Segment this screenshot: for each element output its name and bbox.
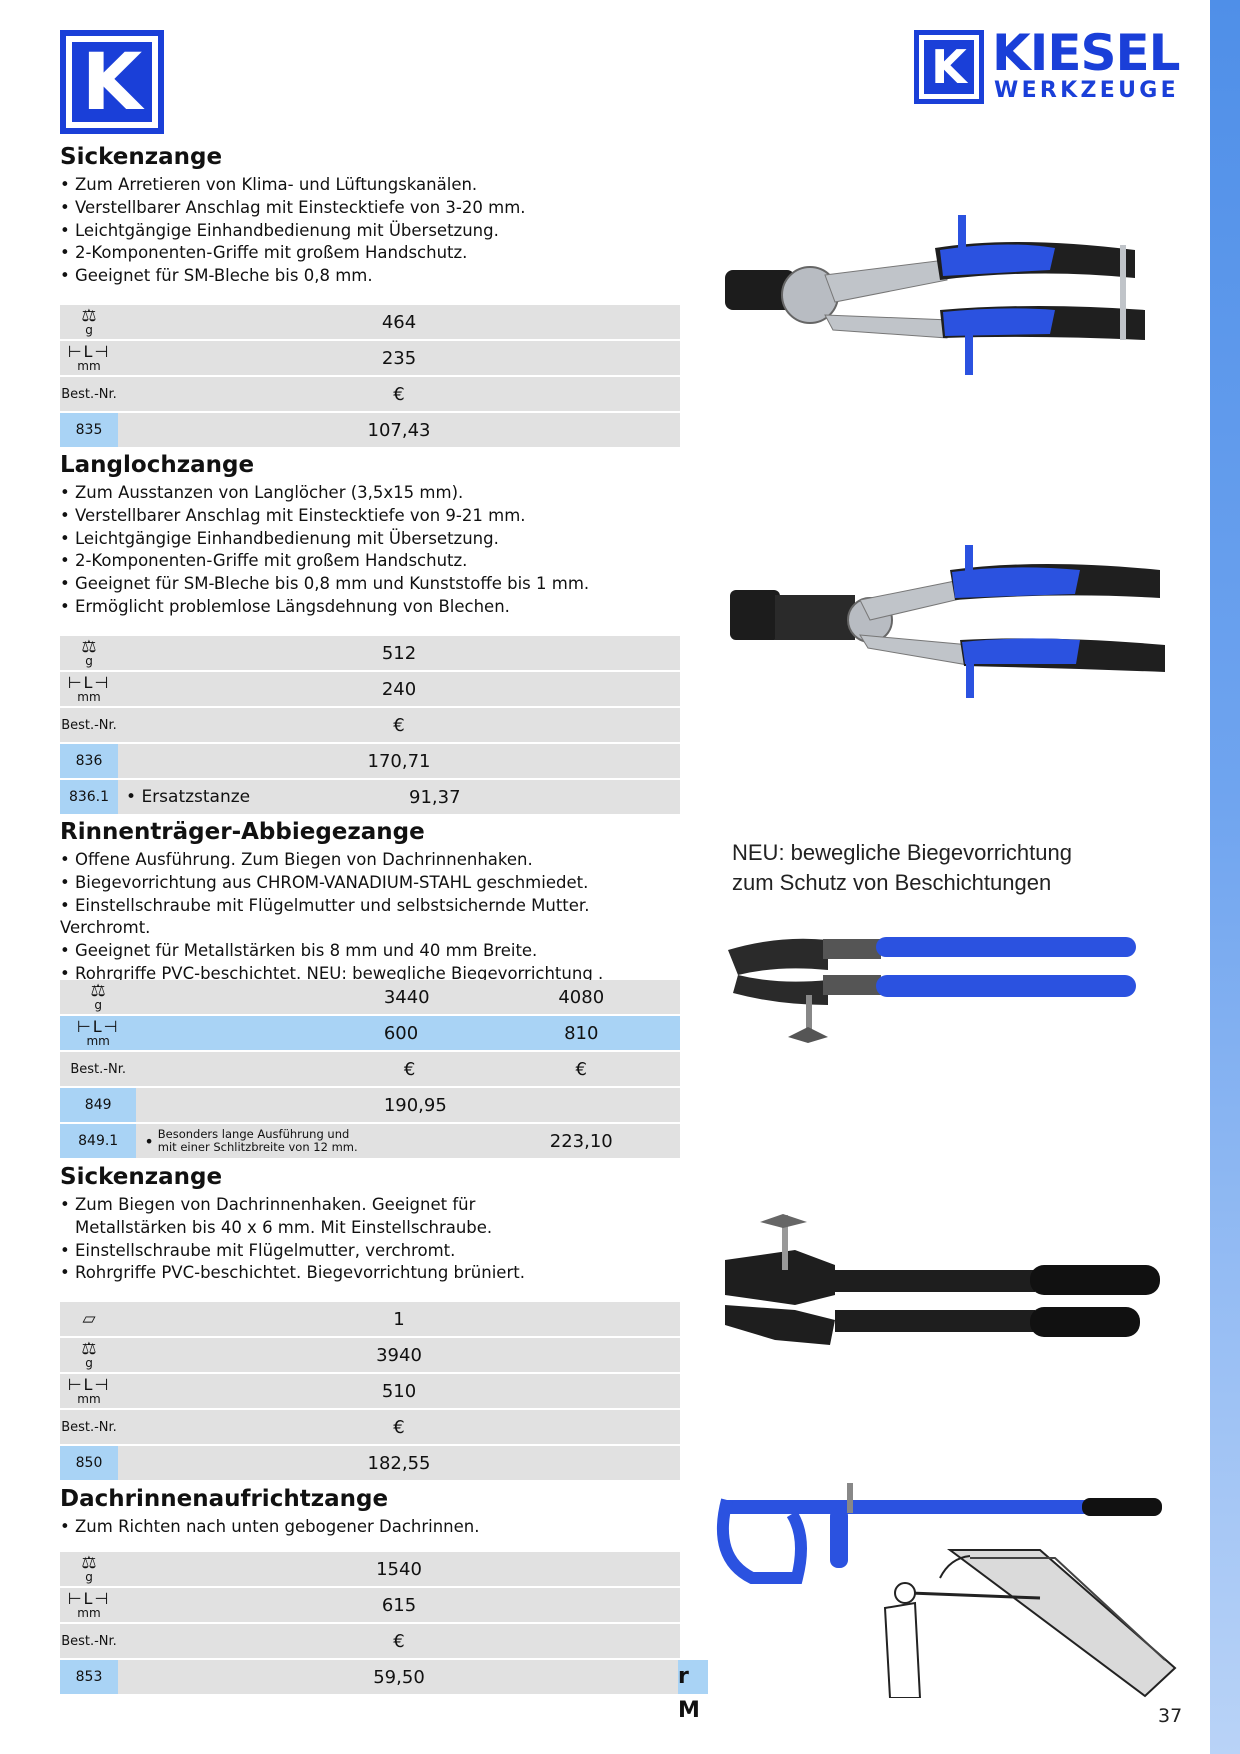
euro-label: € [384, 1051, 483, 1087]
price: 59,50 [118, 1659, 680, 1695]
length-row: ⊢L⊣ mm 600 810 [60, 1015, 680, 1051]
kiesel-brand-logo [914, 24, 1184, 104]
header-row [60, 1409, 680, 1445]
item-description: mit einer Schlitzbreite von 12 mm. [157, 1140, 358, 1154]
pack-value: 1 [118, 1302, 680, 1337]
weight-row: ⚖ g 1540 [60, 1552, 680, 1587]
header-row [60, 1051, 680, 1087]
order-no-label: Best.-Nr. [60, 376, 118, 412]
scale-icon: ⚖ [90, 981, 106, 1001]
page-edge-bar [1210, 0, 1240, 1754]
spec-table [60, 1552, 680, 1696]
weight-value-long: 4080 [483, 980, 680, 1015]
weight-row: ⚖ g 3940 [60, 1337, 680, 1373]
feature-item: • Verstellbarer Anschlag mit Einstecktiefe von 3-20 mm. [60, 197, 680, 220]
price: 190,95 [384, 1087, 483, 1123]
length-icon: ⊢L⊣ [67, 1589, 111, 1608]
feature-item: • Offene Ausführung. Zum Biegen von Dachrinnenhaken. [60, 849, 680, 872]
weight-value: 3940 [118, 1337, 680, 1373]
length-value-long: 810 [483, 1015, 680, 1051]
feature-item: • Leichtgängige Einhandbedienung mit Übersetzung. [60, 220, 680, 243]
feature-item: • Geeignet für SM-Bleche bis 0,8 mm. [60, 265, 680, 288]
feature-item: Metallstärken bis 40 x 6 mm. Mit Einstellschraube. [75, 1217, 493, 1237]
product-title: Sickenzange [60, 144, 223, 170]
scale-icon: ⚖ [81, 1339, 97, 1359]
feature-item: • Geeignet für SM-Bleche bis 0,8 mm und Kunststoffe bis 1 mm. [60, 573, 680, 596]
cropped-text-fragment: r M [678, 1660, 708, 1694]
page-number: 37 [1158, 1705, 1183, 1727]
price: 91,37 [306, 779, 680, 815]
header-row [60, 1623, 680, 1659]
length-icon: ⊢L⊣ [67, 673, 111, 692]
spec-table [60, 305, 680, 449]
k-logo: K [60, 30, 164, 134]
length-value: 235 [118, 340, 680, 376]
product-section-sickenzange [60, 142, 680, 288]
price: 182,55 [118, 1445, 680, 1481]
euro-label: € [118, 376, 680, 412]
feature-item: • Rohrgriffe PVC-beschichtet. Biegevorrichtung brüniert. [60, 1262, 680, 1285]
weight-row: ⚖ g 512 [60, 636, 680, 671]
length-value: 615 [118, 1587, 680, 1623]
order-row [60, 743, 680, 779]
sickenzange-image [715, 210, 1180, 390]
euro-label: € [118, 707, 680, 743]
order-number: 850 [60, 1445, 118, 1481]
product-section-rinnentraeger [60, 817, 680, 986]
item-description: Ersatzstanze [141, 787, 251, 807]
feature-item: • Ermöglicht problemlose Längsdehnung von Blechen. [60, 596, 680, 619]
length-row: ⊢L⊣ mm 510 [60, 1373, 680, 1409]
euro-label: € [118, 1409, 680, 1445]
product-title: Sickenzange [60, 1164, 223, 1190]
order-no-label: Best.-Nr. [60, 1409, 118, 1445]
scale-icon: ⚖ [81, 1553, 97, 1573]
feature-list [60, 174, 680, 288]
weight-value: 3440 [384, 980, 483, 1015]
pack-row [60, 1302, 680, 1337]
order-number: 853 [60, 1659, 118, 1695]
feature-item: • Einstellschraube mit Flügelmutter und selbstsichernde Mutter. Verchromt. [60, 895, 680, 941]
brand-subtitle: WERKZEUGE [994, 78, 1179, 103]
order-row: 849.1 • Besonders lange Ausführung und mit einer Schlitzbreite von 12 mm. 223,10 [60, 1123, 680, 1159]
product-title: Langlochzange [60, 452, 255, 478]
length-row: ⊢L⊣ mm 235 [60, 340, 680, 376]
length-value: 510 [118, 1373, 680, 1409]
feature-list [60, 849, 680, 986]
order-row [60, 1659, 680, 1695]
spec-table [60, 636, 680, 816]
feature-item: • Zum Arretieren von Klima- und Lüftungskanälen. [60, 174, 680, 197]
weight-value: 512 [118, 636, 680, 671]
length-icon: ⊢L⊣ [67, 342, 111, 361]
euro-label: € [483, 1051, 680, 1087]
item-description: Besonders lange Ausführung und [157, 1127, 350, 1141]
brand-name: KIESEL [992, 24, 1180, 82]
brand-k-mark: K [914, 30, 984, 104]
order-number: 849 [60, 1087, 136, 1123]
header-row [60, 707, 680, 743]
weight-row: ⚖ g 464 [60, 305, 680, 340]
spec-table [60, 980, 680, 1160]
scale-icon: ⚖ [81, 637, 97, 657]
usage-illustration [880, 1548, 1180, 1698]
length-row: ⊢L⊣ mm 615 [60, 1587, 680, 1623]
product-section-langlochzange [60, 450, 680, 619]
feature-list [60, 1516, 680, 1539]
length-row: ⊢L⊣ mm 240 [60, 671, 680, 707]
weight-value: 1540 [118, 1552, 680, 1587]
pack-icon: ▱ [82, 1309, 96, 1329]
product-section-dachrinnenaufrichtzange [60, 1484, 680, 1539]
order-row: 836.1 • Ersatzstanze 91,37 [60, 779, 680, 815]
length-value: 240 [118, 671, 680, 707]
price: 107,43 [118, 412, 680, 448]
product-section-sickenzange-2 [60, 1162, 680, 1285]
feature-item: • Biegevorrichtung aus CHROM-VANADIUM-STAHL geschmiedet. [60, 872, 680, 895]
order-number: 835 [60, 412, 118, 448]
feature-item: • Geeignet für Metallstärken bis 8 mm und 40 mm Breite. [60, 940, 680, 963]
price: 170,71 [118, 743, 680, 779]
scale-icon: ⚖ [81, 306, 97, 326]
order-number: 836.1 [60, 779, 118, 815]
order-row [60, 412, 680, 448]
weight-row: ⚖ g 3440 4080 [60, 980, 680, 1015]
spec-table [60, 1302, 680, 1482]
feature-item: • Zum Biegen von Dachrinnenhaken. Geeignet für [60, 1194, 680, 1217]
feature-list [60, 1194, 680, 1285]
order-no-label: Best.-Nr. [60, 1051, 136, 1087]
langlochzange-image [720, 540, 1180, 710]
order-row [60, 1087, 680, 1123]
product-title: Dachrinnenaufrichtzange [60, 1486, 389, 1512]
feature-item: • Zum Richten nach unten gebogener Dachrinnen. [60, 1516, 680, 1539]
new-feature-note: NEU: bewegliche Biegevorrichtung zum Schutz von Beschichtungen [732, 840, 1072, 895]
feature-item: • 2-Komponenten-Griffe mit großem Handschutz. [60, 242, 680, 265]
price: 223,10 [483, 1123, 680, 1159]
feature-item: • Einstellschraube mit Flügelmutter, verchromt. [60, 1240, 680, 1263]
weight-value: 464 [118, 305, 680, 340]
rinnentraeger-image [718, 925, 1158, 1065]
feature-item: • Rohrgriffe PVC-beschichtet. NEU: bewegliche Biegevorrichtung . [60, 963, 680, 986]
feature-item: • Zum Ausstanzen von Langlöcher (3,5x15 mm). [60, 482, 680, 505]
sickenzange-2-image [715, 1210, 1175, 1345]
feature-item: • Leichtgängige Einhandbedienung mit Übersetzung. [60, 528, 680, 551]
length-icon: ⊢L⊣ [67, 1375, 111, 1394]
order-no-label: Best.-Nr. [60, 1623, 118, 1659]
feature-list [60, 482, 680, 619]
length-value: 600 [384, 1015, 483, 1051]
euro-label: € [118, 1623, 680, 1659]
product-title: Rinnenträger-Abbiegezange [60, 819, 425, 845]
length-icon: ⊢L⊣ [76, 1017, 120, 1036]
feature-item: • 2-Komponenten-Griffe mit großem Handschutz. [60, 550, 680, 573]
feature-item: • Verstellbarer Anschlag mit Einstecktiefe von 9-21 mm. [60, 505, 680, 528]
order-no-label: Best.-Nr. [60, 707, 118, 743]
header-row [60, 376, 680, 412]
order-number: 849.1 [60, 1123, 136, 1159]
order-row [60, 1445, 680, 1481]
order-number: 836 [60, 743, 118, 779]
